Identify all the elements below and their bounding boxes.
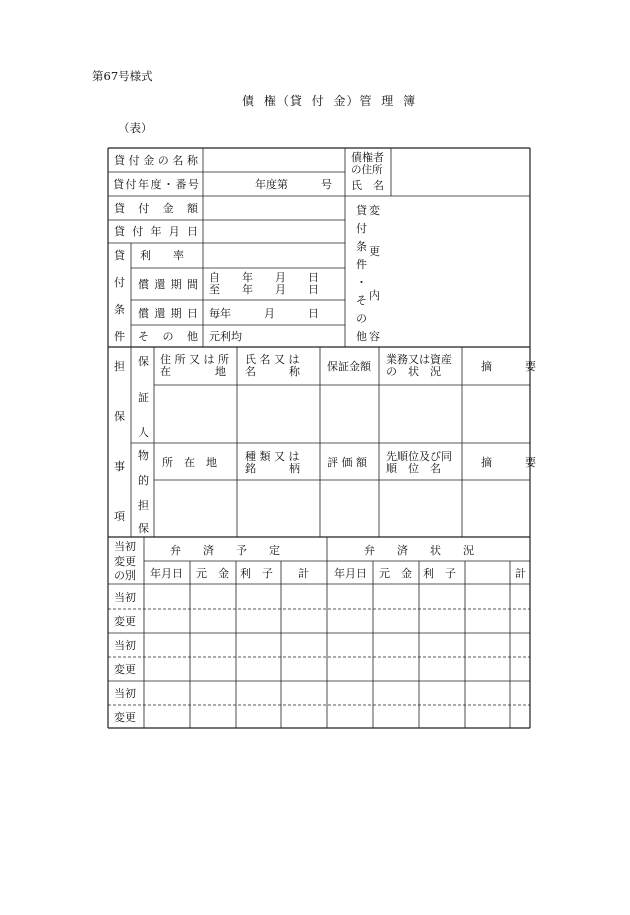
loan-condition-char-2: 付 <box>114 276 125 289</box>
schedule-row-label: 当初 <box>114 591 136 604</box>
repayment-period-label: 償 還 期 間 <box>138 278 198 291</box>
loan-amount-label: 貸 付 金 額 <box>114 202 198 215</box>
change-char-1: 貸 <box>356 204 367 217</box>
other-field[interactable]: 元利均 <box>209 330 242 343</box>
security-char-1: 担 <box>114 360 125 373</box>
interest-rate-label: 利 率 <box>140 249 184 262</box>
change-char-8: 他 <box>356 330 367 343</box>
change-side-3: 内 <box>369 289 380 302</box>
security-char-3: 事 <box>114 460 125 473</box>
schedule-row-label: 当初 <box>114 639 136 652</box>
collateral-entry-row[interactable] <box>155 481 529 536</box>
side-label: （表） <box>118 121 153 135</box>
repayment-status-header: 弁 済 状 況 <box>364 544 474 557</box>
interest-rate-field[interactable] <box>204 244 344 267</box>
collateral-char-4: 保 <box>138 522 149 535</box>
period-to-field[interactable]: 至 年 月 日 <box>209 283 319 296</box>
status-interest-header: 利 子 <box>423 567 456 580</box>
schedule-kind-label-3: の別 <box>114 569 136 582</box>
guarantor-name-header: 氏 名 又 は 名 称 <box>245 353 300 378</box>
change-char-7: の <box>356 312 367 325</box>
business-assets-header: 業務又は資産 の 状 況 <box>386 353 452 378</box>
plan-total-header: 計 <box>298 567 309 580</box>
loan-amount-field[interactable] <box>204 197 344 219</box>
guarantee-amount-header: 保証金額 <box>327 360 371 373</box>
loan-name-field[interactable] <box>204 149 344 171</box>
repayment-date-label: 償 還 期 日 <box>138 307 198 320</box>
status-principal-header: 元 金 <box>379 567 412 580</box>
guarantor-char-1: 保 <box>138 355 149 368</box>
loan-date-label: 貸 付 年 月 日 <box>114 225 198 238</box>
year-number-field[interactable]: 年度第 号 <box>255 178 332 191</box>
schedule-kind-label-2: 変更 <box>114 555 136 568</box>
change-char-5: ・ <box>356 276 367 289</box>
loan-condition-char-3: 条 <box>114 303 125 316</box>
schedule-row-label: 変更 <box>114 615 136 628</box>
valuation-header: 評 価 額 <box>327 456 367 469</box>
loan-condition-char-4: 件 <box>114 330 125 343</box>
period-from-field[interactable]: 自 年 月 日 <box>209 271 319 284</box>
plan-principal-header: 元 金 <box>196 567 229 580</box>
loan-condition-char-1: 貸 <box>114 249 125 262</box>
other-label: そ の 他 <box>138 330 198 343</box>
change-side-2: 更 <box>369 245 380 258</box>
plan-date-header: 年月日 <box>150 567 183 580</box>
guarantor-char-3: 人 <box>138 426 149 439</box>
schedule-kind-label-1: 当初 <box>114 540 136 553</box>
change-char-2: 付 <box>356 222 367 235</box>
repayment-date-field[interactable]: 毎年 月 日 <box>209 307 319 320</box>
guarantor-char-2: 証 <box>138 391 149 404</box>
creditor-label-2: の住所 <box>351 164 383 176</box>
guarantor-remarks-header: 摘 要 <box>481 360 536 373</box>
security-char-2: 保 <box>114 410 125 423</box>
schedule-row-label: 当初 <box>114 687 136 700</box>
collateral-char-2: 的 <box>138 474 149 487</box>
change-char-3: 条 <box>356 240 367 253</box>
change-char-4: 件 <box>356 258 367 271</box>
status-total-header: 計 <box>515 567 526 580</box>
guarantor-address-header: 住 所 又 は 所 在 地 <box>160 353 229 378</box>
loan-name-label: 貸付金の名称 <box>114 154 198 167</box>
loan-date-field[interactable] <box>204 221 344 242</box>
collateral-type-header: 種 類 又 は 銘 柄 <box>245 450 300 475</box>
change-content-field[interactable] <box>392 197 529 346</box>
status-date-header: 年月日 <box>334 567 367 580</box>
schedule-entry-area[interactable] <box>145 585 529 727</box>
schedule-row-label: 変更 <box>114 663 136 676</box>
collateral-remarks-header: 摘 要 <box>481 456 536 469</box>
change-char-6: そ <box>356 294 367 307</box>
priority-rank-header: 先順位及び同 順 位 名 <box>386 450 452 475</box>
change-side-4: 容 <box>369 330 380 343</box>
form-number: 第67号様式 <box>92 69 153 83</box>
loan-year-number-label: 貸付年度・番号 <box>113 178 199 191</box>
creditor-address-field[interactable] <box>392 149 529 195</box>
change-side-1: 変 <box>369 204 380 217</box>
collateral-char-3: 担 <box>138 499 149 512</box>
schedule-row-label: 変更 <box>114 711 136 724</box>
document-title: 債 権（貸 付 金）管 理 簿 <box>242 94 417 108</box>
creditor-label-1: 債権者 <box>351 151 384 164</box>
collateral-char-1: 物 <box>138 449 149 462</box>
plan-interest-header: 利 子 <box>240 567 273 580</box>
creditor-label-3: 氏 名 <box>351 179 384 192</box>
repayment-plan-header: 弁 済 予 定 <box>170 544 280 557</box>
security-char-4: 項 <box>114 510 125 523</box>
collateral-location-header: 所 在 地 <box>162 456 217 469</box>
guarantor-entry-row[interactable] <box>155 386 529 442</box>
